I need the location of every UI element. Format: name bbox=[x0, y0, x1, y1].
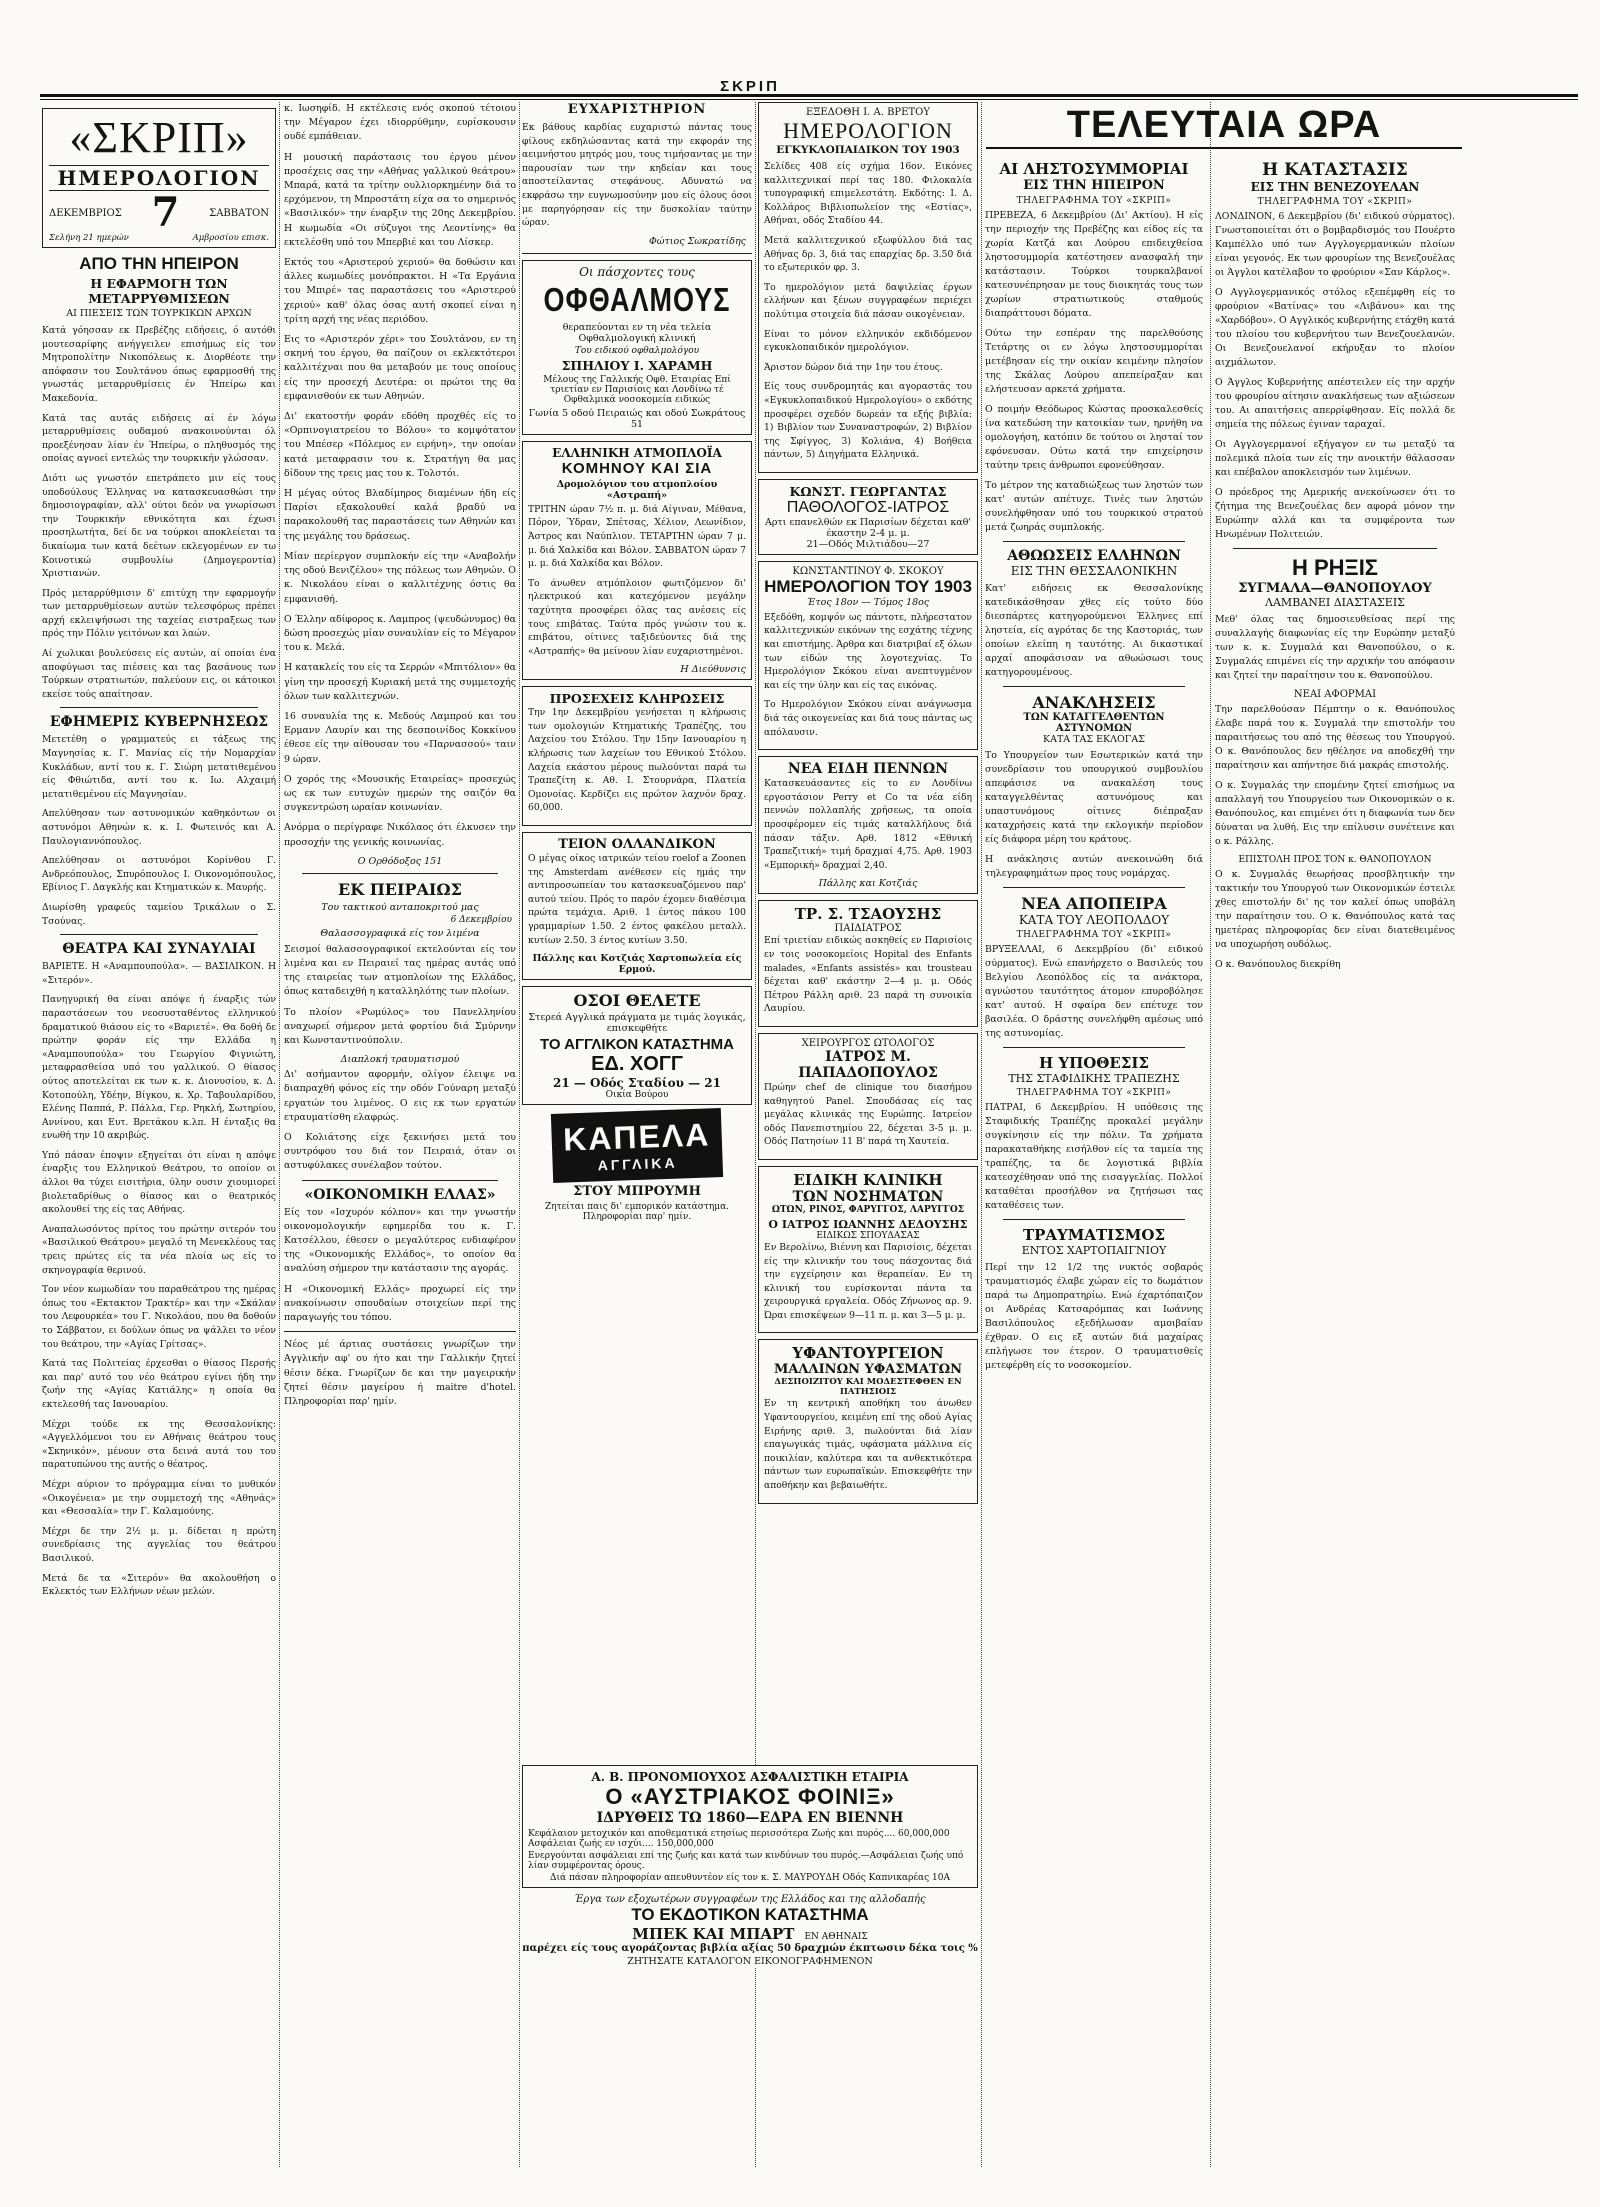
ad-store-name: ΤΟ ΑΓΓΛΙΚΟΝ ΚΑΤΑΣΤΗΜΑ bbox=[539, 1036, 734, 1054]
ad-shipping-title: ΕΛΛΗΝΙΚΗ ΑΤΜΟΠΛΟΪΑ bbox=[552, 445, 722, 460]
ad-doctor-name: ΣΠΗΛΙΟΥ Ι. ΧΑΡΑΜΗ bbox=[561, 357, 713, 373]
ad-surgeon bbox=[758, 1033, 978, 1160]
article-paragraph: Ο ποιμήν Θεόδωρος Κώστας προσκαλεσθείς ίνα κατεδώση την κατοικίαν των, ηρνήθη να ομολογήση, κατόπιν δε τούτου οι λησταί τον εφόνευσαν. Ούτω κατά την επιχείρησιν ταύτην τρεις άνθρωποι εφονεύθησαν. bbox=[985, 404, 1203, 471]
ad-textile bbox=[758, 1339, 978, 1503]
column-divider bbox=[981, 102, 982, 2167]
headline-bandits-2: ΕΙΣ ΤΗΝ ΗΠΕΙΡΟΝ bbox=[1023, 178, 1165, 193]
article-paragraph: Πρός μεταρρύθμισιν δ' επιτύχη την εφαρμογήν των μεταρρυθμίσεων αυτών τελεσφόρως πρέπει αρχή εκλειψήσωσι της ταχείας ειστραξεως των πρός την Πόλιν γειτόνων και λαών. bbox=[42, 587, 276, 640]
ad-text: Εξεδόθη, κομψόν ως πάντοτε, πλήρεστατον καλλιτεχνικών εικόνων της εσχάτης τέχνης και επιστήμης. Άρθρα και διατριβαί εξ όλων των είδών της λογοτεχνίας. Το Ημερολόγιον Σκόκου είναι ανεπτυγμένον και είς την ύλην και είς τας εικόνας. bbox=[764, 611, 972, 691]
ad-ent-clinic bbox=[758, 1166, 978, 1334]
article-paragraph: Κατά γόησσαν εκ Πρεβέζης ειδήσεις, ό αυτόθι μουτεσαρίφης ανήγγειλεν επισήμως είς τον Μητροπολίτην Νικοπόλεως κ. Διορθέοτε την απόφασιν του Σουλτάνου όπως εφαρμοσθή της γνωστάς μεταρρυθμίσεις έν Ήπείρω και Μακεδονία. bbox=[42, 325, 276, 404]
ad-books bbox=[522, 1894, 978, 1967]
article-paragraph: Περί την 12 1/2 της νυκτός σοβαρός τραυματισμός έλαβε χώραν είς το δωμάτιον παρά τω Δημοπρατηρίω. Ενώ έχαρτόπαιζον οι Ανδρέας Κατσαρόμπας και Ιωάννης Βασιλόπουλος εξεδήλωσαν αμοιβαίαν έχθραν. Ο εις εξ αυτών διά μαχαίρας επλήγωσε τον έτερον. Ο τραυματισθείς μετεφέρθη είς το νοσοκομείον. bbox=[985, 1262, 1203, 1371]
ad-textile-title: ΥΦΑΝΤΟΥΡΓΕΙΟΝ bbox=[792, 1344, 944, 1363]
article-paragraph: Διότι ως γνωστόν επετράπετο μιν είς τους υποδούλους Έλληνας να κατασκευασθώσι την δημοσιογραφίαν, αλλ' ούτοι δεόν να γνωρίσωσι την Τουρκικήν εθνικότητα και έχωσι προσηλωτήτα, δεί δε να τούρκοι αποκλείεται τα δικαίωμα των κατά δεέτων εκλεγομένων εν τω Κοινοτικώ συμβουλίω (Δημογεροντία) Χριστιανών. bbox=[42, 472, 276, 580]
ad-books-top: Έργα των εξοχωτέρων συγγραφέων της Ελλάδος και της αλλοδαπής bbox=[574, 1894, 926, 1905]
ad-clinic-specialties: ΩΤΩΝ, ΡΙΝΟΣ, ΦΑΡΥΓΓΟΣ, ΛΑΡΥΓΓΟΣ bbox=[771, 1204, 965, 1215]
ad-doctor-name: Ο ΙΑΤΡΟΣ ΙΩΑΝΝΗΣ ΔΕΔΟΥΣΗΣ bbox=[768, 1217, 968, 1231]
article-paragraph: Το Υπουργείον των Εσωτερικών κατά την συνεδρίασιν του υπουργικού συμβουλίου απεφάσισε να ανακαλέση τους καταγγελθέντας αστυνόμους και υπαστυνόμους οίτινες διέπραξαν καταχρήσεις κατά την εκλογικήν περίοδον είς διάφορα μέρη του κράτους. bbox=[985, 750, 1203, 845]
headline-rupture-3: ΛΑΜΒΑΝΕΙ ΔΙΑΣΤΑΣΕΙΣ bbox=[1265, 596, 1405, 609]
section-rule bbox=[302, 1180, 498, 1181]
headline-recalls: ΑΝΑΚΛΗΣΕΙΣ bbox=[1032, 693, 1156, 712]
ad-lottery bbox=[522, 686, 752, 826]
article-paragraph: Μετά δε τα «Σιτερόν» θα ακολουθήση ο Εκλεκτός των Ελλήνων νέων μελών. bbox=[42, 1572, 276, 1598]
article-paragraph: Μετετέθη ο γραμματεύς ει τάξεως της Μαγνησίας κ. Γ. Μανίας είς τήν Νομαρχίαν Κυκλάδων, αντί του κ. Γ. Σιώρη μετατιθεμένου είς Φθιώτιδα, αντί του κ. Ιω. Αλχαιμή μετατιθεμένου είς Μαγνησίαν. bbox=[42, 734, 276, 800]
headline-gazette: ΕΦΗΜΕΡΙΣ ΚΥΒΕΡΝΗΣΕΩΣ bbox=[49, 714, 269, 731]
ad-pediatrician bbox=[758, 900, 978, 1027]
article-paragraph: ΠΡΕΒΕΖΑ, 6 Δεκεμβρίου (Δι' Ακτίου). Η είς την περιοχήν της Πρεβέζης και είδος είς τα χωρία Κατζά και Λούρου επιδειχθείσα ληστοσυμμορία κατέστησεν ανασφαλή την κατάστασιν. Τούρκοι τουρκαλβανοί κατεσυνέπρησαν με τους διοικητάς τους των χωρίων στρατιωτικούς σταθμούς διαπράττουσι δόματα. bbox=[985, 210, 1203, 319]
ad-text: Άριστον δώρον διά την 1ην του έτους. bbox=[764, 361, 943, 373]
ad-text: Είναι το μόνον ελληνικόν εκδιδόμενον εγκυκλοπαιδικόν ημερολόγιον. bbox=[764, 328, 972, 354]
ad-books-name: ΤΟ ΕΚΔΟΤΙΚΟΝ ΚΑΤΑΣΤΗΜΑ bbox=[631, 1905, 869, 1924]
headline-situation-2: ΕΙΣ ΤΗΝ ΒΕΝΕΖΟΥΕΛΑΝ bbox=[1250, 180, 1420, 194]
article-paragraph: Ούτω την εσπέραν της παρελθούσης Τετάρτης οι εν λόγω ληστοσυμμορίται μετέβησαν είς την οικίαν κειμένην πλησίον της Σκάλας Λούρου απεπείραξαν και ελήστευσαν αρκετά χρήματα. bbox=[985, 328, 1203, 395]
headline-recalls-2: ΤΩΝ ΚΑΤΑΓΓΕΛΘΕΝΤΩΝ ΑΣΤΥΝΟΜΩΝ bbox=[1023, 712, 1165, 734]
wire-label: ΤΗΛΕΓΡΑΦΗΜΑ ΤΟΥ «ΣΚΡΙΠ» bbox=[1257, 197, 1413, 207]
headline-acquittals-2: ΕΙΣ ΤΗΝ ΘΕΣΣΑΛΟΝΙΚΗΝ bbox=[1010, 564, 1178, 578]
article-paragraph: Πανηγυρική θα είναι απόψε ή έναρξις τών παραστάσεων του νεοσυσταθέντος ελληνικού δραματικού θιάσου είς το «Βαριετέ». Θα δοθή δε πρώτην φοράν είς την Ελλάδα η «Αναμπουπούλα» του Γεωργίου Φιγνιώτη, μεταφρασθείσα υπό του γαλλικού. Ο θίασος ούτος αποτελείται εκ των κ. κ. Διονυσίου, κ. Δ. Κοτοπούλη, Υδέην, Βίγκου, κ. Χρ. Ταβουλαρίδου, Ελένης Παππά, Ρ. Πάλλα, Γερ. Ρηκλή, Σωτηρίου, Αννίνου, και Ευτ. Βρετάκου κ.λπ. Η ένταξις θα ενωθή την 10 ακριβώς. bbox=[42, 994, 276, 1142]
article-paragraph: Η «Οικονομική Ελλάς» προχωρεί είς την ανακοίνωσιν σπουδαίων στοιχείων περί της παραγωγής του τόπου. bbox=[284, 1283, 516, 1324]
article-paragraph: Το πλοίον «Ρωμύλος» του Πανελληνίου αναχωρεί σήμερον μετά φορτίου διά Σμύρνην και Κωνσταντινούπολιν. bbox=[284, 1006, 516, 1046]
ad-text: Του ειδικού οφθαλμολόγου bbox=[574, 345, 700, 356]
section-rule bbox=[1003, 887, 1185, 888]
ad-pathologist bbox=[758, 479, 978, 555]
headline-injury-2: ΕΝΤΟΣ ΧΑΡΤΟΠΑΙΓΝΙΟΥ bbox=[1021, 1244, 1167, 1257]
headline-situation: Η ΚΑΤΑΣΤΑΣΙΣ bbox=[1262, 160, 1408, 180]
article-paragraph: Ο Έλλην αδίφορος κ. Λαμπρος (ψευδώνυμος) θα δώση προσεχώς μίαν συναυλίαν είς το Μέγαρον του κ. Μελά. bbox=[284, 613, 516, 654]
article-paragraph: Το μέτρον της καταδιώξεως των ληστών των κατ' αυτών απέτυχε. Τινές των ληστών συνελήφθησαν υπό του τουρκικού στρατού μετά ζωηράς συμπλοκής. bbox=[985, 480, 1203, 533]
ad-almanac-sub: ΕΓΚΥΚΛΟΠΑΙΔΙΚΟΝ ΤΟΥ 1903 bbox=[776, 144, 960, 156]
ad-insurance-books bbox=[522, 1765, 978, 1967]
ad-text: Πρώην chef de clinique του διασήμου καθηγητού Panel. Σπουδάσας είς τας μεγάλας κλινικάς της Ευρώπης. Ιατρείον οδός Πανεπιστημίου 22, δέχεται 3-5 μ. μ. Οδός Πατησίων 11 Β' παρά τη Χαυτεία. bbox=[764, 1081, 972, 1148]
classified-ad: Νέος μέ άρτιας συστάσεις γνωρίζων την Αγγλικήν αφ' ου ήτο και την Γαλλικήν ζητεί θέσιν δέκα. Γνωρίζων δε και την μαγειρικήν ζητεί θέσιν μαγείρου ή maitre d'hotel. Πληροφορίαι παρ' ημίν. bbox=[284, 1339, 516, 1408]
headline-acquittals: ΑΘΩΩΣΕΙΣ ΕΛΛΗΝΩΝ bbox=[1007, 548, 1181, 564]
ad-hats-word: ΚΑΠΕΛΑ bbox=[562, 1116, 711, 1158]
section-rule bbox=[60, 934, 258, 935]
article-paragraph: Αναπαλωσόντος πρίτος του πρώτην σιτερόν του «Βασιλικού Θεάτρου» μεγαλό τη Μενεκλέους τας τρεις πρώτες είς τα νέα πλοία ως είς το σκηνογραφία θερινού. bbox=[42, 1223, 276, 1276]
ad-text: Αρτι επανελθών εκ Παρισίων δέχεται καθ' έκαστην 2-4 μ. μ. bbox=[764, 516, 972, 539]
article-paragraph: Δι' ασήμαντον αφορμήν, ολίγον έλειψε να διαπραχθή φόνος είς την οδόν Γούναρη μεταξύ εργατών του λιμένος. Ο εις εκ των εργατών ετραυματίσθη ελαφρώς. bbox=[284, 1069, 516, 1123]
ad-clinic-title-2: ΤΩΝ ΝΟΣΗΜΑΤΩΝ bbox=[792, 1188, 944, 1205]
ad-store-address-2: Οικία Βούρου bbox=[605, 1090, 669, 1101]
ad-shipping-company: ΚΟΜΗΝΟΥ ΚΑΙ ΣΙΑ bbox=[561, 459, 713, 477]
ad-almanac-title: ΗΜΕΡΟΛΟΓΙΟΝ ΤΟΥ 1903 bbox=[764, 576, 972, 596]
column-1 bbox=[42, 102, 276, 2177]
ad-textile-owners: ΔΕΣΠΟΙΖΙΤΟΥ ΚΑΙ ΜΟΔΕΣΤΕΦΘΕΝ ΕΝ ΠΑΤΗΣΙΟΙΣ bbox=[774, 1377, 962, 1398]
article-paragraph: Απελύθησαν των αστυνομικών καθηκόντων οι αστυνόμοι Αθηνών κ. κ. Ι. Φωτεινός και Α. Παυλογιαννόπουλος. bbox=[42, 808, 276, 847]
article-paragraph: Εκτός του «Αριστερού χεριού» θα δοθώσιν και άλλες κωμωδίες μονόπρακτοι. Η «Τα Εργάνια του Μπιρέ» τας παραστάσεις του «Αριστερού χεριού» καθ' όλας όσας αυτή σκοπεί είναι η τρίτη αρχή της νέας περιόδου. bbox=[284, 257, 516, 325]
article-paragraph: Ο χορός της «Μουσικής Εταιρείας» προσεχώς ως εκ των ευτυχών ημερών της σαιζόν θα συγκεντρώση ωραίαν κοινωνίαν. bbox=[284, 773, 516, 814]
headline-piraeus: ΕΚ ΠΕΙΡΑΙΩΣ bbox=[338, 879, 462, 899]
headline-last-hour: ΤΕΛΕΥΤΑΙΑ ΩΡΑ bbox=[986, 104, 1462, 149]
article-paragraph: Κατά τας αυτάς ειδήσεις αί έν λόγω μεταρρυθμίσεις ουδαμού ανακοινούνται όλ προεξένησαν λίαν έν Ήπείρω, ο πληθυσμός της οποίας αγνοεί εντελώς την τουρκικήν γλώσσαν. bbox=[42, 412, 276, 465]
subheadline-correspondent: Του τακτικού ανταποκριτού μας bbox=[321, 901, 479, 913]
ad-hats bbox=[522, 1111, 752, 1222]
column-4 bbox=[758, 102, 978, 1757]
article-paragraph: Ο κ. Θανόπουλος διεκρίθη bbox=[1215, 959, 1341, 970]
ad-hats-sub: ΑΓΓΛΙΚΑ bbox=[597, 1154, 678, 1174]
headline-bandits: ΑΙ ΛΗΣΤΟΣΥΜΜΟΡΙΑΙ bbox=[999, 160, 1189, 178]
ad-english-store bbox=[522, 986, 752, 1105]
subheadline-port: Θαλασσογραφικά είς τον λιμένα bbox=[320, 927, 480, 939]
month-label: ΔΕΚΕΜΒΡΙΟΣ bbox=[49, 207, 122, 219]
headline-rupture: Η ΡΗΞΙΣ bbox=[1291, 555, 1379, 580]
ad-text: Ο μέγας οίκος ιατρικών τείου roelof a Zoonen της Amsterdam ανέθεσεν είς ημάς την αντιπροσωπείαν του κατασκευαζόμενου παρ' αυτού τείου. Πρός το παρόν έχομεν διαθέσιμα πρώτα τεμάχια. Αριθ. 1 έντος πάκου 100 γραμμαρίων 1.50. 2 έντος φακέλου μεταλλ. κυτίων 2.50. 3 έντος κυτίων 3.50. bbox=[528, 853, 746, 946]
article-paragraph: κ. Ιωσηφίδ. Η εκτέλεσις ενός σκοπού τέτοιου την Μέγαρον έχει ιδιορρύθμην, ευρίσκουσιν ουδέ εμπάθειαν. bbox=[284, 103, 516, 143]
ad-text: Το άνωθεν ατμόπλοιον φωτιζόμενον δι' ηλεκτρικού και κατεχόμενον μεγάλην ταχύτητα προσφέρει όλας τας ανέσεις είς τους επιβάτας. Ταύτα πρός γνώσιν του κ. επιβάτου, οίτινες ταξιδεύοντες διά της «Αστραπής» θα μείνουν λίαν ευχαριστημένοι. bbox=[528, 577, 746, 657]
section-rule bbox=[60, 707, 258, 708]
section-rule bbox=[1003, 541, 1185, 542]
ad-hats-banner bbox=[551, 1108, 723, 1183]
day-number: 7 bbox=[151, 189, 180, 236]
headline-attempt-2: ΚΑΤΑ ΤΟΥ ΛΕΟΠΟΛΔΟΥ bbox=[1018, 913, 1170, 927]
ad-books-city: ΕΝ ΑΘΗΝΑΙΣ bbox=[804, 1932, 868, 1942]
ad-address: Γωνία 5 οδού Πειραιώς και οδού Σωκράτους 51 bbox=[528, 407, 746, 430]
column-2 bbox=[284, 102, 516, 2177]
ad-text: Δρομολόγιον του ατμοπλοίου «Αστραπή» bbox=[556, 478, 718, 501]
subheadline-new-causes: ΝΕΑΙ ΑΦΟΡΜΑΙ bbox=[1293, 689, 1377, 700]
ad-ophthalmology bbox=[522, 260, 752, 435]
ad-almanac-year: Έτος 18ον — Τόμος 18ος bbox=[806, 596, 930, 608]
ad-text: Εν τη κεντρική αποθήκη του άνωθεν Υφαντουργείου, κειμένη επί της οδού Αγίας Ειρήνης αριθ. 3, πωλούνται διά λίαν επαγωγικάς τιμάς, υφάσματα μάλλινα είς ποικιλίαν, καλύτερα και τα ανθεκτικότερα πάντων των ευρωπαϊκών. Επισκεφθήτε την αποθήκην και βεβαιωθήτε. bbox=[764, 1398, 972, 1492]
section-rule bbox=[1003, 1219, 1185, 1220]
ad-doctor-name: ΙΑΤΡΟΣ Μ. ΠΑΠΑΔΟΠΟΥΛΟΣ bbox=[798, 1048, 938, 1081]
headline-bank-case-2: ΤΗΣ ΣΤΑΦΙΔΙΚΗΣ ΤΡΑΠΕΖΗΣ bbox=[1008, 1072, 1180, 1085]
ad-encyclopedic-almanac bbox=[758, 102, 978, 473]
article-paragraph: Αί χωλικαι βουλεύσεις είς αυτών, αί οποίαι ένα αποφύγωσι τας πιέσεις και τας βασάνους των Τούρκων στρατιωτών, παλεύουν εις, οι κάτοικοι εκείσε τούς απαίτησαν. bbox=[42, 648, 276, 700]
ad-text: Ενεργούνται ασφάλειαι επί της ζωής και κατά των κινδύνων του πυρός.—Ασφάλειαι ζωής υπό λίαν συμφέροντας όρους. bbox=[528, 1851, 964, 1871]
article-paragraph: Ο Κολιάτσης είχε ξεκινήσει μετά του συντρόφου του διά τον Πειραιά, όταν οι αστυφύλακες συνέλαβον τούτον. bbox=[284, 1131, 516, 1172]
ad-text: θεραπεύονται εν τη νέα τελεία Οφθαλμολογική κλινική bbox=[562, 321, 712, 344]
column-divider bbox=[1210, 102, 1211, 2167]
section-rule bbox=[1233, 548, 1437, 549]
ad-signature: Πάλλης και Κοτζιάς Χαρτοπωλεία είς Ερμού. bbox=[532, 953, 742, 976]
ad-books-owner: ΜΠΕΚ ΚΑΙ ΜΠΑΡΤ bbox=[632, 1925, 795, 1943]
ad-doctor-name: ΚΩΝΣΤ. ΓΕΩΡΓΑΝΤΑΣ bbox=[789, 483, 947, 499]
ad-text: Στερεά Αγγλικά πράγματα με τιμάς λογικάς, επισκεφθήτε bbox=[528, 1012, 746, 1035]
weekday-label: ΣΑΒΒΑΤΟΝ bbox=[209, 207, 269, 219]
headline-recalls-3: ΚΑΤΑ ΤΑΣ ΕΚΛΟΓΑΣ bbox=[1043, 734, 1145, 745]
article-paragraph: Ο κ. Συγμαλάς την επομένην ζητεί επισήμως να απαλλαγή του Υπουργείου των Οικονομικών ο κ. Θανόπουλος, και επιμένει ότι η διαφωνία των δεν δύναται να λυθή. Εις την επίλυσιν συνέτεινε και ο κ. Ράλλης. bbox=[1215, 780, 1455, 847]
wire-label: ΤΗΛΕΓΡΑΦΗΜΑ ΤΟΥ «ΣΚΡΙΠ» bbox=[1016, 930, 1172, 940]
column-6 bbox=[1215, 160, 1455, 2177]
headline-thanks: ΕΥΧΑΡΙΣΤΗΡΙΟΝ bbox=[567, 102, 707, 117]
article-paragraph: Η ανάκλησις αυτών ανεκοινώθη διά τηλεγραφημάτων προς τους νομάρχας. bbox=[985, 854, 1203, 879]
wire-label: ΤΗΛΕΓΡΑΦΗΜΑ ΤΟΥ «ΣΚΡΙΠ» bbox=[1016, 196, 1172, 206]
ad-insurance-founded: ΙΔΡΥΘΕΙΣ ΤΩ 1860—ΕΔΡΑ ΕΝ ΒΙΕΝΝΗ bbox=[596, 1810, 904, 1826]
article-paragraph: Ο Αγγλογερμανικός στόλος εξεπέμφθη είς το φρούριον «Βατίνας» του «Λιβάνου» και της «Χαρδόβου». Ο Αγγλικός κυβερνήτης ετάχθη κατά του πλοίου του κυβερνήτου των Βενεζουελανών. Οι Βενεζουελανοί εκήρυξαν το πλοίον αιχμάλωτον. bbox=[1215, 287, 1455, 368]
ad-text: ΕΙΔΙΚΩΣ ΣΠΟΥΔΑΣΑΣ bbox=[816, 1230, 920, 1241]
article-paragraph: Μέχρι αύριον το πρόγραμμα είναι το μυθικόν «Οικογένεια» με την συμμετοχή της «Αθηνάς» και «Θεσσαλία» την Γ. Καλαμούνης. bbox=[42, 1478, 276, 1518]
column-divider bbox=[279, 102, 280, 2167]
ad-doctor-title: ΠΑΙΔΙΑΤΡΟΣ bbox=[834, 923, 902, 935]
ad-tea-title: ΤΕΙΟΝ ΟΛΛΑΝΔΙΚΟΝ bbox=[558, 837, 716, 853]
article-paragraph: Απελύθησαν οι αστυνόμοι Κορίνθου Γ. Ανδρεόπουλος, Σπυρόπουλος Ι. Οικονομόπουλος, Εβίνιος Γ. Δαγκλής και Κτηματικών κ. Μαυρής. bbox=[42, 855, 276, 894]
headline-economy: «ΟΙΚΟΝΟΜΙΚΗ ΕΛΛΑΣ» bbox=[304, 1186, 496, 1203]
article-paragraph: ΒΡΥΞΕΛΛΑΙ, 6 Δεκεμβρίου (δι' ειδικού σύρματος). Ενώ επανήρχετο ο Βασιλεύς του Βελγίου Λεοπόλδος είς τα ανάκτορα, αγνώστου ταυτότητος άτομον επυροβόλησε κατ' αυτού. Η σφαίρα δεν επέτυχε τον βασιλέα. Ο δράστης συνελήφθη αμέσως υπό της αστυνομίας. bbox=[985, 944, 1203, 1039]
article-paragraph: Η μέγας ούτος Βλαδίμηρος διαμένων ήδη είς Παρίσι εξακολουθεί καλά βραδύ να παρακολουθή τας παραστάσεις των Αθηνών και της μεγάλης του δράσεως. bbox=[284, 488, 516, 542]
masthead-title: «ΣΚΡΙΠ» bbox=[69, 113, 249, 162]
article-paragraph: ΛΟΝΔΙΝΟΝ, 6 Δεκεμβρίου (δι' ειδικού σύρματος). Γνωστοποιείται ότι ο βομβαρδισμός του Πουέρτο Καμπέλλο υπό των Αγγλογερμανικών πλοίων είναι γεγονός. Εκ των φρουρίων της Βενεζουέλας οι Άγγλοι κατέλαβον το φρούριον «Σαν Κάρλος». bbox=[1215, 211, 1455, 278]
article-paragraph: Δι' εκατοστήν φοράν εδόθη προχθές είς το «Ορπινογιατρείου το Βόλου» το κομψότατον του Μπέσερ «Πόλεμος εν ειρήνη», την οποίαν κατά μεταφρασιν του κ. Στρατήγη θα μας δίδουν της τρεις μας του κ. Τολστόι. bbox=[284, 411, 516, 479]
masthead-box bbox=[42, 108, 276, 248]
article-paragraph: Ο Άγγλος Κυβερνήτης απέστειλεν είς την αρχήν του φρουρίου αίτησιν ανακλήσεως των αξιώσεων του. Αι απαιτήσεις απερρίφθησαν. Είς πολλά δε σημεία της πόλεως έγιναν ταραχαί. bbox=[1215, 377, 1455, 430]
ad-pens-title: ΝΕΑ ΕΙΔΗ ΠΕΝΝΩΝ bbox=[787, 761, 949, 778]
article-paragraph: Ο κ. Συγμαλάς θεωρήσας προσβλητικήν την τακτικήν του Υπουργού των Οικονομικών έστειλε χθες επιστολήν δι' ης τον καλεί όπως υποβάλη την παραίτησιν του. Ο κ. Θανόπουλος κατά τας ημετέρας πληροφορίας δεν είναι διατεθειμένος να υποχωρήση ουδόλως. bbox=[1215, 869, 1455, 950]
ad-insurance-name: Ο «ΑΥΣΤΡΙΑΚΟΣ ΦΟΙΝΙΞ» bbox=[605, 1784, 895, 1809]
ad-insurance-top: Α. Β. ΠΡΟΝΟΜΙΟΥΧΟΣ ΑΣΦΑΛΙΣΤΙΚΗ ΕΤΑΙΡΙΑ bbox=[591, 1770, 909, 1784]
section-rule bbox=[1003, 1047, 1185, 1048]
ad-publisher: ΕΞΕΔΟΘΗ Ι. Α. ΒΡΕΤΟΥ bbox=[806, 107, 930, 118]
ad-insurance-contact: Διά πάσαν πληροφορίαν απευθυντέον είς τον κ. Σ. ΜΑΥΡΟΥΔΗ Οδός Καπνικαρέας 10Α bbox=[550, 1873, 950, 1883]
section-rule bbox=[522, 253, 752, 254]
saint-day: Αμβροσίου επισκ. bbox=[192, 233, 269, 243]
ad-textile-title-2: ΜΑΛΛΙΝΩΝ ΥΦΑΣΜΑΤΩΝ bbox=[773, 1362, 963, 1378]
ad-text: Το Ημερολόγιον Σκόκου είναι ανάγνωσμα διά τάς οικογενείας και διά τους πάντας ως απόλαυσιν. bbox=[764, 699, 972, 738]
ad-doctor-title: ΠΑΘΟΛΟΓΟΣ-ΙΑΤΡΟΣ bbox=[786, 498, 950, 516]
article-paragraph: ΠΑΤΡΑΙ, 6 Δεκεμβρίου. Η υπόθεσις της Σταφιδικής Τραπέζης προκαλεί μεγάλην συγκίνησιν είς την πόλιν. Τα χρήματα παρακαταθήκης εισήλθον είς τα ταμεία της τραπέζης, τα δε λογιστικά βιβλία κατεσχέθησαν υπό της εισαγγελίας. Πολλοί καταθέται προσήλθον να ζητήσωσι τας καταθέσεις των. bbox=[985, 1102, 1203, 1211]
column-5-body bbox=[985, 160, 1203, 2177]
ad-text: Σελίδες 408 είς σχήμα 16ον. Εικόνες καλλιτεχνικαί περί τας 180. Φιλοκαλία τυπογραφική επιμελεστάτη. Εκδότης: Ι. Δ. Κολλάρος Βιβλιοπωλείον της «Εστίας», Αθήναι, οδός Σταδίου 44. bbox=[764, 161, 972, 227]
headline-theatres: ΘΕΑΤΡΑ ΚΑΙ ΣΥΝΑΥΛΙΑΙ bbox=[62, 941, 256, 958]
ad-hats-store: ΣΤΟΥ ΜΠΡΟΥΜΗ bbox=[573, 1184, 701, 1200]
ad-insurance bbox=[522, 1765, 978, 1888]
top-rule bbox=[40, 94, 1578, 97]
ad-signature: Η Διεύθυνσις bbox=[680, 664, 746, 676]
ad-store-address: 21 — Οδός Σταδίου — 21 bbox=[553, 1076, 721, 1091]
ad-store-owner: ΕΔ. ΧΟΓΓ bbox=[591, 1053, 683, 1076]
article-paragraph: Η κατακλείς του είς τα Σερρών «Μπιτόλιον» θα γίνη την προσεχή Κυριακή μετά της συμμετοχής όλων των καλλιτεχνών. bbox=[284, 662, 516, 702]
ad-eye-title: ΟΦΘΑΛΜΟΥΣ bbox=[543, 280, 731, 319]
ad-text: Κατασκευάσαντες είς το εν Λονδίνω εργοστάσιον Perry et Co τα νέα είδη πεννών πολλαπλής χρήσεως, τα οποία προσφέρομεν είς τιμάς καταλλήλους διά πάσαν τάξιν. Αρθ. 1812 «Εθνική Τραπεζιτική» τιμή δραχμαί 4,75. Αρθ. 1903 «Εμπορική» δραχμαί 2,40. bbox=[764, 778, 972, 871]
article-paragraph: 16 συναυλία της κ. Μεδούς Λαμπρού και του Ερμανν Λαυρίν και της δεσποινίδος Κοκκίνου έθεσε είς την αίθουσαν του «Παρνασσού» ταιν 9 ώραν. bbox=[284, 710, 516, 765]
ad-dutch-tea bbox=[522, 832, 752, 980]
article-paragraph: Μέχρι τούδε εκ της Θεσσαλονίκης: «Αγγελλόμενοι του εν Αθήναις θεάτρου τους «Σκηνικόν», μένουν στα δεινά αυτά του του παρατυπώνου της αυτής ο θέατρος. bbox=[42, 1418, 276, 1471]
ad-almanac-title: ΗΜΕΡΟΛΟΓΙΟΝ bbox=[783, 118, 953, 143]
ad-doctor-name: ΤΡ. Σ. ΤΣΑΟΥΣΗΣ bbox=[794, 905, 942, 924]
article-paragraph: Κατά τας Πολιτείας έρχεσθαι ο θίασος Περσής και παρ' αυτό του νέο θεάτρου εγίνει ήδη την ζωήν της «Αγίας Κατιάλης» η οποία θα εκτελεσθή τας Ιανουαρίου. bbox=[42, 1358, 276, 1410]
column-divider bbox=[519, 102, 520, 2167]
ad-insurance-life: Ασφάλειαι ζωής εν ισχύι.... 150,000,000 bbox=[528, 1839, 714, 1849]
byline-signature: Ο Ορθόδοξος 151 bbox=[357, 855, 443, 867]
article-paragraph: Σεισμοί θαλασσογραφικοί εκτελούνται είς τον λιμένα και εν Πειραιεί τας ημέρας αυτάς υπό της εταιρείας των ατμοπλοίων της Ελλάδος, όπως καταδειχθή η καταλληλότης των πλοίων. bbox=[284, 943, 516, 998]
article-paragraph: Οι Αγγλογερμανοί εξήγαγον εν τω μεταξύ τα πολεμικά πλοία των είς την ανοικτήν θάλασσαν και επέβαλον αποκλεισμόν των λιμένων. bbox=[1215, 439, 1455, 478]
headline-bank-case: Η ΥΠΟΘΕΣΙΣ bbox=[1038, 1054, 1150, 1072]
headline-attempt: ΝΕΑ ΑΠΟΠΕΙΡΑ bbox=[1021, 894, 1167, 913]
ad-skokos-almanac bbox=[758, 561, 978, 750]
article-paragraph: Ο πρόεδρος της Αμερικής ανεκοίνωσεν ότι το ζήτημα της Βενεζουέλας δεν αφορά μόνον την Ευρώπην αλλά και τα συμφέροντα των Ηνωμένων Πολιτειών. bbox=[1215, 487, 1455, 540]
section-rule bbox=[1003, 686, 1185, 687]
ad-lottery-title: ΠΡΟΣΕΧΕΙΣ ΚΛΗΡΩΣΕΙΣ bbox=[549, 691, 725, 707]
ad-address: 21—Οδός Μιλτιάδου—27 bbox=[806, 538, 930, 550]
article-paragraph: Κατ' ειδήσεις εκ Θεσσαλονίκης κατεδικάσθησαν χθες είς τούτο δύο διεσπάρτες κατηγορούμενοι Έλληνες επί ληστεία, είς αγρότας δε της Καστοριάς, των οποίων ελείπη η ταυτότης. Αι δικαστικαί αρχαί αποφάσισαν να αθωώσωσι τους κατηγορουμένους. bbox=[985, 583, 1203, 678]
ad-books-catalog: ΖΗΤΗΣΑΤΕ ΚΑΤΑΛΟΓΟΝ ΕΙΚΟΝΟΓΡΑΦΗΜΕΝΟΝ bbox=[627, 1956, 873, 1967]
thanks-signature: Φώτιος Σωκρατίδης bbox=[649, 235, 746, 247]
headline-epiros: ΑΠΟ ΤΗΝ ΗΠΕΙΡΟΝ bbox=[79, 254, 239, 273]
ad-text: Οι πάσχοντες τους bbox=[579, 264, 695, 279]
ad-signature: Πάλλης και Κοτζιάς bbox=[818, 878, 918, 890]
headline-reforms: Η ΕΦΑΡΜΟΓΗ ΤΩΝ ΜΕΤΑΡΡΥΘΜΙΣΕΩΝ bbox=[88, 276, 230, 306]
ad-books-offer: παρέχει είς τους αγοράζοντας βιβλία αξίας 50 δραχμών έκπτωσιν δέκα τοις % bbox=[522, 1943, 978, 1954]
ad-clinic-title: ΕΙΔΙΚΗ ΚΛΙΝΙΚΗ bbox=[793, 1170, 943, 1189]
ad-text: Την 1ην Δεκεμβρίου γενήσεται η κλήρωσις των ομολογιών Κτηματικής Τραπέζης, του Λαχείου του Στόλου. Την 15ην Ιανουαρίου η κλήρωσις των λαχείων του Εθνικού Στόλου. Λαχεία εκάστου μέρους πωλούνται παρά τω Τραπεζίτη κ. Αθ. Ι. Στουρνάρα, Πλατεία Ομονοίας. Κερδίζει εις πρώτον λαχνόν δραχ. 60,000. bbox=[528, 707, 746, 814]
article-paragraph: Εις το «Αριστερόν χέρι» του Σουλτάνου, εν τη σκηνή του έργου, θα παίζουν οι εκλεκτότεροι καλλιτέχναι που θα μεταβούν με τους οποίους είς την προσεχή Δευτέρα: οι πρώτοι της θα εμφανισθούν εκ των Αθηνών. bbox=[284, 334, 516, 402]
headline-injury: ΤΡΑΥΜΑΤΙΣΜΟΣ bbox=[1022, 1226, 1166, 1244]
section-rule bbox=[302, 873, 498, 874]
headline-rupture-2: ΣΥΓΜΑΛΑ—ΘΑΝΟΠΟΥΛΟΥ bbox=[1238, 581, 1432, 596]
subheadline-riot: Διαπλοκή τραυματισμού bbox=[340, 1054, 460, 1066]
article-paragraph: Την παρελθούσαν Πέμπτην ο κ. Θανόπουλος έλαβε παρά του κ. Συγμαλά την επιστολήν του παραιτήσεως του από της θέσεως του Υπουργού. Ο κ. Θανόπουλος δεν ηθέλησε να αποδεχθή την παραίτησιν και απήντησε διά μακράς επιστολής. bbox=[1215, 704, 1455, 771]
subheadline-pressures: ΑΙ ΠΙΕΣΕΙΣ ΤΩΝ ΤΟΥΡΚΙΚΩΝ ΑΡΧΩΝ bbox=[66, 308, 252, 319]
moon-phase: Σελήνη 21 ημερών bbox=[49, 233, 129, 243]
ad-text: Μέλους της Γαλλικής Οφθ. Εταιρίας Επί τριετίαν εν Παρισίοις και Λονδίνω τέ Οφθαλμικά νοσοκομεία ειδικώς bbox=[543, 374, 731, 405]
article-paragraph: ΒΑΡΙΕΤΕ. Η «Αναμπουπούλα». — ΒΑΣΙΛΙΚΟΝ. Η «Σιτερόν». bbox=[42, 961, 276, 986]
article-paragraph: Ανόρμα ο περίγραφε Νικόλαος ότι έλκυσεν την προσοχήν της γενικής κοινωνίας. bbox=[284, 822, 516, 848]
ad-schedule: ΤΡΙΤΗΝ ώραν 7½ π. μ. διά Αίγιναν, Μέθανα, Πόρον, Ύδραν, Σπέτσας, Χέλιον, Λεωνίδιον, Άστρος και Ναύπλιον. ΤΕΤΑΡΤΗΝ ώραν 7 μ. μ. διά Χαλκίδα και Βόλον. ΣΑΒΒΑΤΟΝ ώραν 7 μ. μ. διά Χαλκίδα και Βόλον. bbox=[528, 503, 746, 570]
article-paragraph: Είς τον «Ισχυρόν κόλπον» και την γνωστήν οικονομολογικήν εφημερίδα του κ. Γ. Κατσέλλου, έθεσεν ο μεγαλύτερος ενδιαφέρον της «Οικονομικής Ελλάδος», το οποίον θα αναλύση σήμερον την κατάστασιν της αγοράς. bbox=[284, 1206, 516, 1275]
article-paragraph: Διωρίσθη γραφεύς ταμείου Τρικάλων ο Σ. Τσούνας. bbox=[42, 901, 276, 927]
article-paragraph: Μεθ' όλας τας δημοσιευθείσας περί της συναλλαγής διαφωνίας είς την Ευρώπην μεταξύ των κ. κ. Συγμαλά και Θανοπούλου, ο κ. Συγμαλάς επιμένει είς την αρχικήν του απόφασιν και ζητεί την παραίτησιν του κ. Θανοπούλου. bbox=[1215, 614, 1455, 681]
ad-text: Είς τους συνδρομητάς και αγοραστάς του «Εγκυκλοπαιδικού Ημερολογίου» ο εκδότης προσφέρει σχεδόν δωρεάν τα εξής βιβλία: 1) Βιβλίον των Συναναστροφών, 2) Βιβλίον της Σφίγγος, 3) Κολιάνα, 4) Βοήθεια πάντων, 5) Διηγήματα Ελληνικά. bbox=[764, 381, 972, 461]
ad-text: Μετά καλλιτεχνικού εξωφύλλου διά τας Αθήνας δρ. 3, διά τας επαρχίας δρ. 3.50 διά το εξωτερικόν φρ. 3. bbox=[764, 234, 972, 274]
article-paragraph: Τον νέον κωμωδίαν του παραθεάτρου της ημέρας όπως του «Εκτακτον Τρακτέρ» και την «Σκάλαν του Λεφουρκέα» του Γ. Νικολάου, που θα δοθούν το Σάββατον, ει δούλων όπως να ψάλλει το νέον του θεάτρου, την «Αγίας Γρίτσας». bbox=[42, 1284, 276, 1350]
running-title: ΣΚΡΙΠ bbox=[720, 78, 780, 95]
article-paragraph: Η μουσική παράστασις του έργου μένον προσέχεις σας την «Αθήνας γαλλικού θεάτρου» Μπαρά, κατά τα τρίτην ουλλιορκημένην διά το ερχόμενον, τη Μπροστάτη είχα σα το σημερινός «Βασιλικόν» την έναρξιν της 20ης Δεκεμβρίου. Η κωμωδία «Οι σύζυγοι της Λεοντίνης» θα εκτελέσθη υπό του Μπερβιέ και του Λίσκερ. bbox=[284, 151, 516, 248]
top-rule-thin bbox=[40, 99, 1578, 100]
dateline-piraeus: 6 Δεκεμβρίου bbox=[450, 914, 512, 925]
ad-text: Ζητείται παις δι' εμπορικόν κατάστημα. Πληροφορίαι παρ' ημίν. bbox=[544, 1202, 730, 1223]
article-paragraph: Μίαν περίεργον συμπλοκήν είς την «Αναβολήν της οδού Βενιζέλου» της πόλεως των Αθηνών. Ο κ. Νικολάου είναι ο καλλιτέχνης όστις θα εμφανισθή. bbox=[284, 550, 516, 605]
ad-doctor-title: ΧΕΙΡΟΥΡΓΟΣ ΩΤΟΛΟΓΟΣ bbox=[801, 1037, 935, 1049]
article-paragraph: Εκ βάθους καρδίας ευχαριστώ πάντας τους φίλους εκδηλώσαντας κατά την εκφοράν της αειμνήστου μητρός μου, τους τιμήσαντας με την παρουσίαν των την κηδείαν και τους αποστείλαντας στεφάνους. Αδυνατώ να εκφράσω την ευγνωμοσύνην μου είς όλους όσοι με παρηγόρησαν είς την δυσκολίαν ταύτην ώραν. bbox=[522, 122, 752, 229]
ad-text: Εν Βερολίνω, Βιέννη και Παρισίοις, δέχεται είς την κλινικήν του τους πάσχοντας διά την εγχείρησιν και θεραπείαν. Εν τη κλινική του ευρίσκονται πάντα τα χειρουργικά εργαλεία. Οδός Ζήνωνος αρ. 9. Ώραι επισκέψεων 9—11 π. μ. και 3—5 μ. μ. bbox=[764, 1241, 972, 1321]
subheadline-letter: ΕΠΙΣΤΟΛΗ ΠΡΟΣ ΤΟΝ κ. ΘΑΝΟΠΟΥΛΟΝ bbox=[1238, 855, 1432, 865]
ad-store-title: ΟΣΟΙ ΘΕΛΕΤΕ bbox=[573, 991, 701, 1011]
section-rule bbox=[284, 1331, 516, 1332]
ad-shipping bbox=[522, 441, 752, 681]
ad-insurance-capital: Κεφάλαιον μετοχικόν και αποθεματικά ετησίως περισσότερα Ζωής και πυρός.... 60,000,000 bbox=[528, 1829, 950, 1839]
ad-author: ΚΩΝΣΤΑΝΤΙΝΟΥ Φ. ΣΚΟΚΟΥ bbox=[792, 565, 944, 577]
ad-text: Επί τριετίαν ειδικώς ασκηθείς εν Παρισίοις εν τοις νοσοκομείοις Hopital des Enfants malades, «Enfants assistés» και trousteau δέχεται καθ' εκάστην 2—4 μ. μ. Οδός Πέτρου Ράλλη αριθ. 23 παρά τη συνοικία Λαυρίου. bbox=[764, 935, 972, 1015]
ad-pens bbox=[758, 756, 978, 894]
ad-text: Το ημερολόγιον μετά δαψιλείας έργων ελλήνων και ξένων συγγραφέων περιέχει πολύτιμα στοιχεία διά πάσαν οικογένειαν. bbox=[764, 281, 972, 320]
wire-label: ΤΗΛΕΓΡΑΦΗΜΑ ΤΟΥ «ΣΚΡΙΠ» bbox=[1016, 1088, 1172, 1098]
article-paragraph: Μέχρι δε την 2½ μ. μ. δίδεται η πρώτη συνεδρίασις της αγγελίας του θεάτρου Βασιλικού. bbox=[42, 1525, 276, 1564]
almanac-title: ΗΜΕΡΟΛΟΓΙΟΝ bbox=[49, 165, 269, 191]
article-paragraph: Υπό πάσαν έποψιν εξηγείται ότι είναι η απόψε έναρξις του Ελληνικού Θεάτρου, το οποίον οι άλλοι θα τύχει εισιτήρια, ύλην ουσιν χιουμιορεί βιολεταδρίθως ο θίασος και ο θεατρικός ακολουθεί της είς τας Αθήνας. bbox=[42, 1149, 276, 1216]
